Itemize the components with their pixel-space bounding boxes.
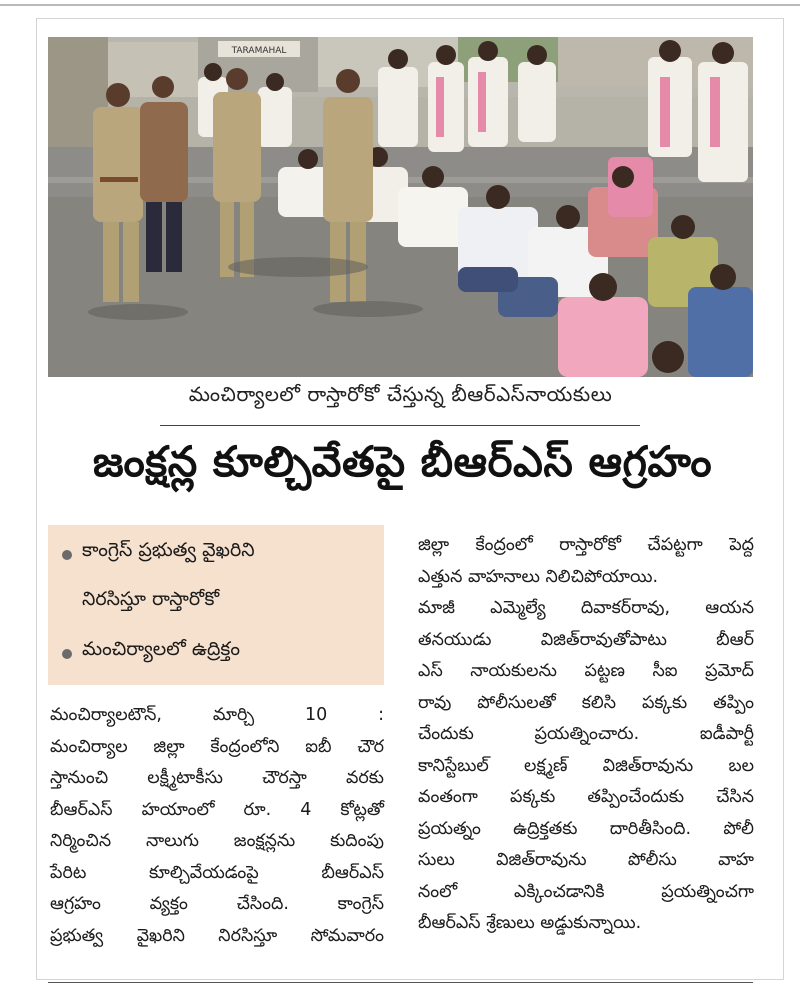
body-line: వంతంగా పక్కకు తప్పించేందుకు చేసిన [418, 787, 754, 807]
body-line: రావు పోలీసులతో కలిసి పక్కకు తప్పిం [418, 692, 754, 713]
bullet-icon [62, 550, 72, 560]
headline: జంక్షన్ల కూల్చివేతపై బీఆర్ఎస్ ఆగ్రహం [92, 437, 713, 486]
body-line: ఎస్ నాయకులను పట్టణ సీఐ ప్రమోద్ [418, 661, 754, 681]
body-line: కానిస్టేబుల్ లక్ష్మణ్ విజిత్‌రావును బల [418, 755, 754, 776]
body-line: ఎత్తున వాహనాలు నిలిచిపోయాయి. [418, 566, 659, 587]
body-line: బీఆర్ఎస్ హయాంలో రూ. 4 కోట్లతో [50, 799, 384, 820]
body-line: తనయుడు విజిత్‌రావుతోపాటు బీఆర్ [418, 629, 754, 650]
body-line: ఆగ్రహం వ్యక్తం చేసింది. కాంగ్రెస్ [50, 894, 384, 914]
body-line: స్తానుంచి లక్ష్మీటాకీసు చౌరస్తా వరకు [50, 768, 384, 788]
body-line: మంచిర్యాల జిల్లా కేంద్రంలోని ఐబీ చౌర [50, 736, 384, 757]
body-line: సులు విజిత్‌రావును పోలీసు వాహ [418, 850, 754, 870]
protest-photo-illustration [48, 37, 753, 377]
highlight-item: కాంగ్రెస్ ప్రభుత్వ వైఖరిని [82, 539, 255, 561]
body-line: మాజీ ఎమ్మెల్యే దివాకర్‌రావు, ఆయన [418, 598, 754, 618]
body-column-right [418, 530, 754, 940]
body-line: చేందుకు ప్రయత్నించారు. ఐడీపార్టీ [418, 724, 754, 744]
body-line: జిల్లా కేంద్రంలో రాస్తారోకో చేపట్టగా పెద్ద [418, 535, 754, 555]
body-line: ప్రభుత్వ వైఖరిని నిరసిస్తూ సోమవారం [50, 925, 384, 946]
highlights-box [48, 525, 384, 685]
caption-divider [160, 425, 640, 426]
bullet-icon [62, 649, 72, 659]
body-column-left [50, 700, 384, 952]
body-line: పేరిట కూల్చివేయడంపై బీఆర్ఎస్ [50, 862, 384, 883]
bottom-rule [48, 982, 753, 983]
top-rule [0, 4, 800, 6]
body-line: నిర్మించిన నాలుగు జంక్షన్లను కుదింపు [50, 831, 384, 851]
highlight-item: నిరసిస్తూ రాస్తారోకో [82, 588, 220, 610]
dateline: మంచిర్యాలటౌన్, మార్చి 10 : [50, 705, 384, 725]
body-line: ప్రయత్నం ఉద్రిక్తతకు దారితీసింది. పోలీ [418, 818, 754, 839]
shop-sign-text: TARAMAHAL [231, 46, 287, 56]
highlight-item: మంచిర్యాలలో ఉద్రిక్తం [82, 638, 240, 660]
photo-caption: మంచిర్యాలలో రాస్తారోకో చేస్తున్న బీఆర్ఎస్‌నాయకులు [188, 382, 613, 406]
body-line: నంలో ఎక్కించడానికి ప్రయత్నించగా [418, 881, 754, 902]
body-line: బీఆర్ఎస్ శ్రేణులు అడ్డుకున్నాయి. [418, 913, 642, 933]
news-photo [48, 37, 753, 377]
